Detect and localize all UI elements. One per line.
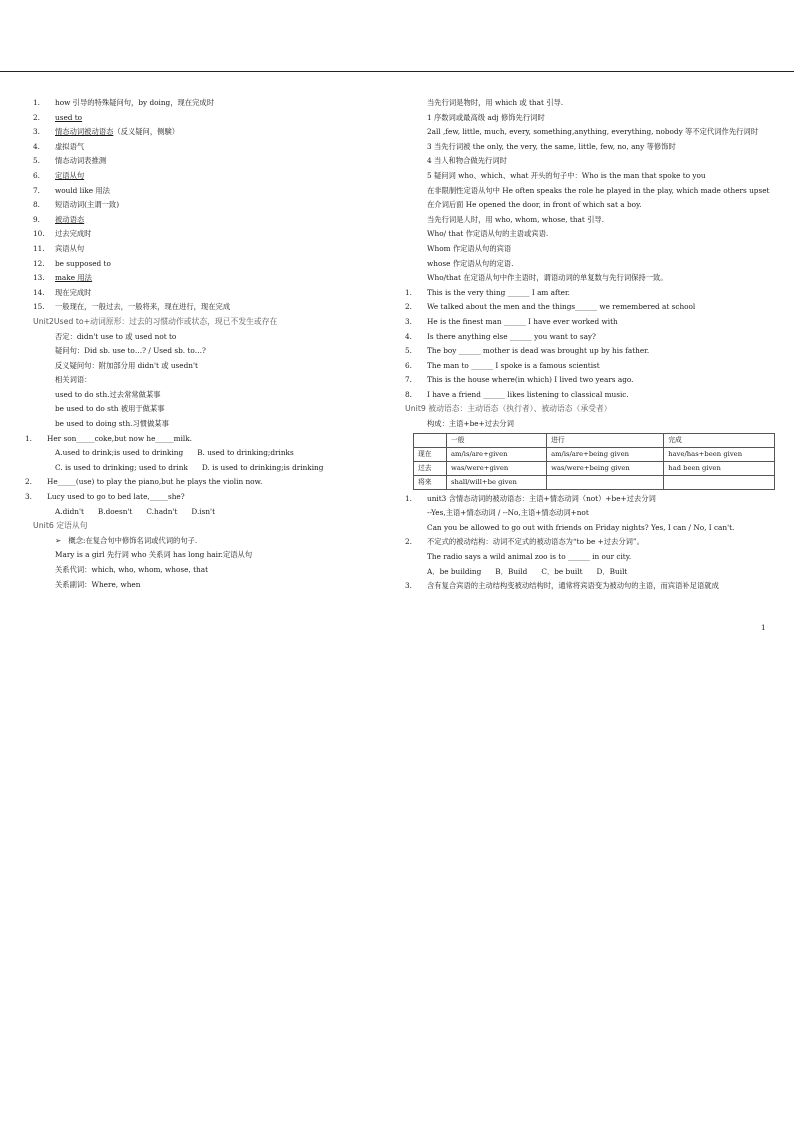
line-number: 2. [25, 477, 32, 487]
table-cell: am/is/are+being given [547, 447, 664, 461]
line-text: 1 序数词或最高级 adj 修饰先行词时 [427, 112, 545, 122]
right-line [405, 402, 779, 417]
right-column [405, 96, 779, 594]
line-number: 6. [33, 170, 40, 180]
line-text: whose 作定语从句的定语. [427, 258, 514, 268]
line-text: would like 用法 [55, 185, 110, 195]
right-line [405, 344, 779, 359]
line-text: Whom 作定语从句的宾语 [427, 243, 512, 253]
line-text: 2all ,few, little, much, every, something,anything, everything, nobody 等不定代词作先行词时 [427, 127, 759, 137]
line-number: 1. [33, 98, 40, 107]
right-line [405, 125, 779, 140]
left-line [33, 184, 405, 199]
table-cell: 过去 [414, 461, 447, 475]
right-line [405, 373, 779, 388]
left-line [33, 330, 405, 345]
left-line [33, 125, 405, 140]
line-text: 虚拟语气 [55, 141, 85, 151]
table-cell: was/were+given [447, 461, 547, 475]
line-number: 14. [33, 287, 45, 297]
line-number: 3. [25, 492, 32, 502]
right-line [405, 184, 779, 199]
line-text: 5 疑问词 who、which、what 开头的句子中：Who is the man that spoke to you [427, 170, 706, 180]
line-text: The radio says a wild animal zoo is to ______ in our city. [427, 552, 632, 562]
table-cell: 现在 [414, 447, 447, 461]
answer-option: A．be building [427, 566, 482, 576]
left-line [33, 359, 405, 374]
line-number: 1. [405, 287, 412, 297]
line-text: Her son_____coke,but now he_____milk. [47, 433, 192, 443]
line-text: The man to ______ I spoke is a famous scientist [427, 360, 600, 370]
line-text: 关系副词：Where, when [55, 579, 141, 589]
line-number: 6. [405, 360, 412, 370]
right-line [405, 506, 779, 521]
table-cell: 完成 [664, 433, 775, 447]
left-line [33, 96, 405, 111]
right-line [405, 521, 779, 536]
answer-option: A.didn't [55, 506, 84, 516]
left-line [33, 315, 405, 330]
right-line [405, 257, 779, 272]
right-line [405, 154, 779, 169]
line-text: be used to do sth 被用于做某事 [55, 404, 165, 414]
line-text: I have a friend ______ likes listening to classical music. [427, 389, 629, 399]
table-cell [547, 475, 664, 489]
right-line [405, 198, 779, 213]
left-line [33, 111, 405, 126]
answer-option: D.isn't [191, 506, 216, 516]
left-column [25, 96, 405, 592]
line-text: 情态动词表推测 [55, 156, 107, 166]
right-line [405, 300, 779, 315]
line-number: 12. [33, 258, 45, 268]
line-text: be used to doing sth.习惯做某事 [55, 419, 169, 429]
left-line [33, 373, 405, 388]
line-number: 2. [405, 302, 412, 312]
line-text: Unit2Used to+动词原形：过去的习惯动作或状态，现已不发生或存在 [33, 316, 278, 326]
line-number: 5. [405, 346, 412, 356]
table-row [414, 475, 775, 489]
page-number: 1 [761, 623, 766, 632]
line-text: 不定式的被动结构：动词不定式的被动语态为“to be +过去分词”。 [427, 537, 644, 547]
line-number: 1. [405, 493, 412, 503]
line-text: 关系代词：which, who, whom, whose, that [55, 565, 209, 574]
line-number: 10. [33, 229, 45, 239]
right-line [405, 565, 779, 580]
line-text: He_____(use) to play the piano,but he plays the violin now. [47, 477, 263, 487]
answer-option: B. used to drinking;drinks [197, 448, 294, 458]
line-number: 15. [33, 302, 45, 312]
right-line [405, 96, 779, 111]
right-line [405, 330, 779, 345]
line-number: 7. [405, 375, 412, 385]
right-line [405, 271, 779, 286]
answer-option: C. is used to drinking; used to drink [55, 462, 188, 472]
line-text: 否定：didn't use to 或 used not to [55, 331, 177, 341]
right-line [405, 111, 779, 126]
right-line [405, 550, 779, 565]
line-text: 当先行词是人时，用 who, whom, whose, that 引导. [427, 214, 605, 224]
line-text-rest: （反义疑问，侧験） [113, 127, 180, 137]
line-number: 5. [33, 156, 40, 166]
left-line [33, 271, 405, 286]
right-line [405, 535, 779, 550]
right-line [405, 417, 779, 432]
line-text: 含有复合宾语的主动结构变被动结构时，通常将宾语变为被动句的主语，而宾语补足语就成 [427, 581, 719, 591]
table-cell: am/is/are+given [447, 447, 547, 461]
line-text: unit3 含情态动词的被动语态：主语+情态动词（not）+be+过去分词 [427, 493, 656, 503]
left-line [33, 198, 405, 213]
line-text: We talked about the men and the things______ we remembered at school [427, 302, 696, 312]
line-number: 4. [405, 331, 412, 341]
line-text: Who/that 在定语从句中作主语时，谓语动词的单复数与先行词保持一致。 [427, 273, 668, 283]
line-text: He is the finest man ______ I have ever worked with [427, 316, 618, 326]
line-text: how 引导的特殊疑问句，by doing，现在完成时 [55, 98, 214, 107]
left-line [33, 140, 405, 155]
line-number: 3. [33, 127, 40, 137]
line-number: 9. [33, 214, 40, 224]
line-text: 在非限制性定语从句中 He often speaks the role he played in the play, which made others upset [427, 185, 770, 195]
answer-option: C.hadn't [146, 506, 178, 516]
right-line [405, 388, 779, 403]
left-line [25, 490, 405, 505]
table-cell: was/were+being given [547, 461, 664, 475]
right-line [405, 286, 779, 301]
left-line [25, 475, 405, 490]
line-text: Who/ that 作定语从句的主语或宾语. [427, 229, 549, 239]
answer-option: B.doesn't [97, 506, 133, 516]
line-text: 在介词后面 He opened the door, in front of which sat a boy. [427, 200, 642, 210]
line-text: This is the very thing ______ I am after. [427, 287, 570, 297]
line-text: 过去完成时 [55, 229, 92, 239]
left-line [33, 578, 405, 593]
line-text: 情态动词被动语态 [55, 127, 114, 137]
right-line [405, 315, 779, 330]
line-text: used to do sth.过去常常做某事 [55, 389, 161, 399]
line-text: 构成：主语+be+过去分词 [427, 419, 514, 429]
left-line [33, 519, 405, 534]
right-line [405, 169, 779, 184]
answer-option: D. is used to drinking;is drinking [201, 462, 324, 472]
table-cell: shall/will+be given [447, 475, 547, 489]
left-line [33, 154, 405, 169]
table-cell: had been given [664, 461, 775, 475]
line-text: The boy ______ mother is dead was brought up by his father. [427, 346, 650, 356]
table-cell [664, 475, 775, 489]
line-text: 反义疑问句：附加部分用 didn't 或 usedn't [55, 360, 198, 370]
answer-option: A.used to drink;is used to drinking [55, 448, 184, 458]
line-number: 3. [405, 316, 412, 326]
line-text: 定语从句 [55, 170, 85, 180]
line-text: used to [55, 112, 83, 122]
line-text: 短语动词(主谓一致) [55, 200, 120, 210]
left-line [33, 461, 405, 476]
right-line [405, 242, 779, 257]
left-line [33, 388, 405, 403]
line-text: Lucy used to go to bed late,_____she? [47, 492, 185, 502]
line-text: 现在完成时 [55, 287, 92, 297]
line-number: 13. [33, 273, 45, 283]
line-text: ➢ 概念:在复合句中修饰名词或代词的句子. [55, 535, 198, 545]
line-text: Can you be allowed to go out with friends on Friday nights? Yes, I can / No, I can't. [427, 522, 735, 532]
line-text: 宾语从句 [55, 243, 85, 253]
table-cell: 进行 [547, 433, 664, 447]
answer-option: B．Build [495, 566, 528, 576]
line-number: 2. [33, 112, 40, 122]
table-row [414, 447, 775, 461]
line-text: Unit9 被动语态：主动语态（执行者）、被动语态（承受者） [405, 404, 612, 414]
line-text: 疑问句：Did sb. use to…? / Used sb. to…? [55, 346, 206, 356]
left-line [33, 402, 405, 417]
line-number: 3. [405, 581, 412, 591]
table-cell [414, 433, 447, 447]
table-row [414, 433, 775, 447]
left-line [33, 417, 405, 432]
right-line [405, 579, 779, 594]
answer-option: D．Built [596, 566, 628, 576]
table-cell: 一般 [447, 433, 547, 447]
line-text: 一般现在，一般过去，一般将来，现在进行，现在完成 [55, 302, 231, 312]
line-number: 2. [405, 537, 412, 547]
left-line [33, 446, 405, 461]
line-text: Mary is a girl 先行词 who 关系词 has long hair.定语从句 [55, 550, 253, 560]
right-line [405, 359, 779, 374]
left-line [33, 257, 405, 272]
left-line [33, 242, 405, 257]
line-text: 3 当先行词被 the only, the very, the same, little, few, no, any 等修饰时 [427, 141, 676, 151]
line-text: 4 当人和物合做先行词时 [427, 156, 507, 166]
table-cell: 将来 [414, 475, 447, 489]
line-number: 1. [25, 433, 32, 443]
line-text: make 用法 [55, 273, 92, 283]
table-cell: have/has+been given [664, 447, 775, 461]
left-line [33, 213, 405, 228]
left-line [33, 534, 405, 549]
line-number: 8. [405, 389, 412, 399]
line-number: 4. [33, 141, 40, 151]
line-text: 相关词语： [55, 375, 92, 385]
left-line [33, 548, 405, 563]
line-text: 被动语态 [55, 214, 85, 224]
line-text: be supposed to [55, 258, 111, 268]
table-row [414, 461, 775, 475]
line-text: --Yes,主语+情态动词 / --No,主语+情态动词+not [427, 508, 589, 518]
left-line [33, 344, 405, 359]
left-line [33, 505, 405, 520]
line-text: Unit6 定语从句 [33, 521, 88, 531]
left-line [33, 286, 405, 301]
right-line [405, 213, 779, 228]
line-text: 当先行词是物时，用 which 或 that 引导. [427, 98, 564, 107]
line-number: 11. [33, 243, 45, 253]
left-line [33, 563, 405, 578]
passive-tense-table [413, 433, 775, 490]
line-number: 7. [33, 185, 40, 195]
line-text: Is there anything else ______ you want to say? [427, 331, 596, 341]
line-number: 8. [33, 200, 40, 210]
line-text: This is the house where(in which) I lived two years ago. [427, 375, 634, 385]
top-rule [0, 71, 794, 72]
left-line [25, 432, 405, 447]
left-line [33, 300, 405, 315]
left-line [33, 227, 405, 242]
left-line [33, 169, 405, 184]
right-line [405, 227, 779, 242]
right-line [405, 492, 779, 507]
right-line [405, 140, 779, 155]
answer-option: C．be built [541, 566, 583, 576]
